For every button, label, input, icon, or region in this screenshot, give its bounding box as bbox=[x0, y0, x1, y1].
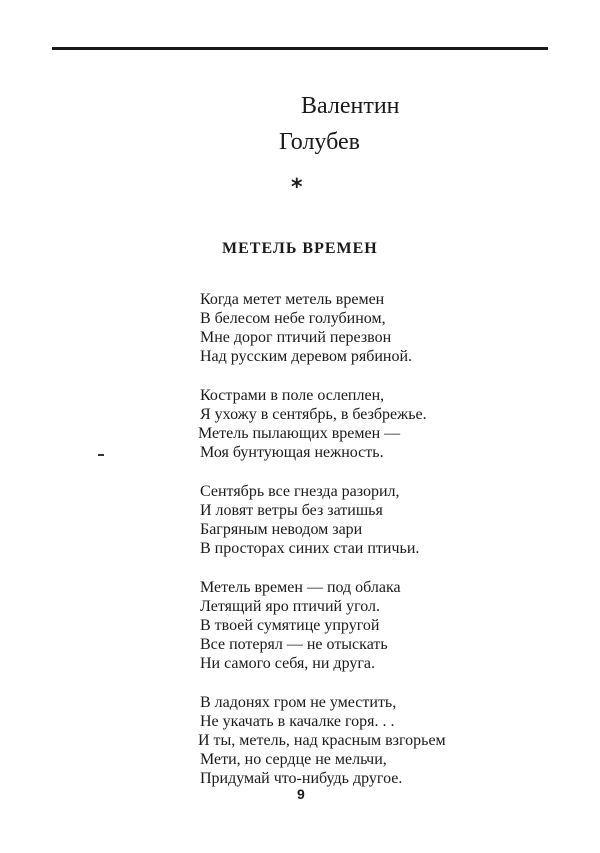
poem-line: Моя бунтующая нежность. bbox=[200, 444, 384, 461]
stanza-4 bbox=[200, 578, 446, 673]
stanza-1 bbox=[200, 290, 446, 366]
poem-line: В ладонях гром не уместить, bbox=[200, 694, 397, 711]
poem-title: МЕТЕЛЬ ВРЕМЕН bbox=[222, 240, 378, 257]
stanza-2 bbox=[200, 386, 446, 462]
margin-mark bbox=[98, 454, 104, 456]
poem-line: Ни самого себя, ни друга. bbox=[200, 655, 376, 672]
author-last-name: Голубев bbox=[279, 129, 360, 155]
page-number: 9 bbox=[297, 786, 305, 802]
stanza-5 bbox=[200, 693, 446, 788]
poem-line: Багряным неводом зари bbox=[200, 521, 363, 538]
poem-line: Метель времен — под облака bbox=[200, 579, 401, 596]
poem-line: Летящий яро птичий угол. bbox=[200, 598, 381, 615]
top-rule bbox=[52, 47, 548, 50]
poem-line: Когда метет метель времен bbox=[200, 291, 385, 308]
poem-line: Мне дорог птичий перезвон bbox=[200, 329, 392, 346]
poem-line: Мети, но сердце не мельчи, bbox=[200, 751, 387, 768]
poem-line: Над русским деревом рябиной. bbox=[200, 348, 413, 365]
poem-line: Не укачать в качалке горя. . . bbox=[200, 713, 395, 730]
poem-line: В белесом небе голубином, bbox=[200, 310, 386, 327]
poem-line: И ты, метель, над красным взгорьем bbox=[198, 732, 446, 749]
poem-line: Сентябрь все гнезда разорил, bbox=[200, 483, 400, 500]
stanza-3 bbox=[200, 482, 446, 558]
poem-line: Я ухожу в сентябрь, в безбрежье. bbox=[200, 406, 427, 423]
poem-line: И ловят ветры без затишья bbox=[200, 502, 383, 519]
poem-line: В просторах синих стаи птичьи. bbox=[200, 540, 420, 557]
poem-line: Метель пылающих времен — bbox=[198, 425, 401, 442]
poem-body bbox=[200, 290, 446, 808]
asterisk-ornament-icon: * bbox=[291, 175, 303, 200]
poem-line: Придумай что-нибудь другое. bbox=[200, 770, 403, 787]
poem-line: В твоей сумятице упругой bbox=[200, 617, 380, 634]
poem-line: Все потерял — не отыскать bbox=[200, 636, 388, 653]
author-first-name: Валентин bbox=[301, 93, 400, 119]
poem-line: Кострами в поле ослеплен, bbox=[200, 387, 385, 404]
